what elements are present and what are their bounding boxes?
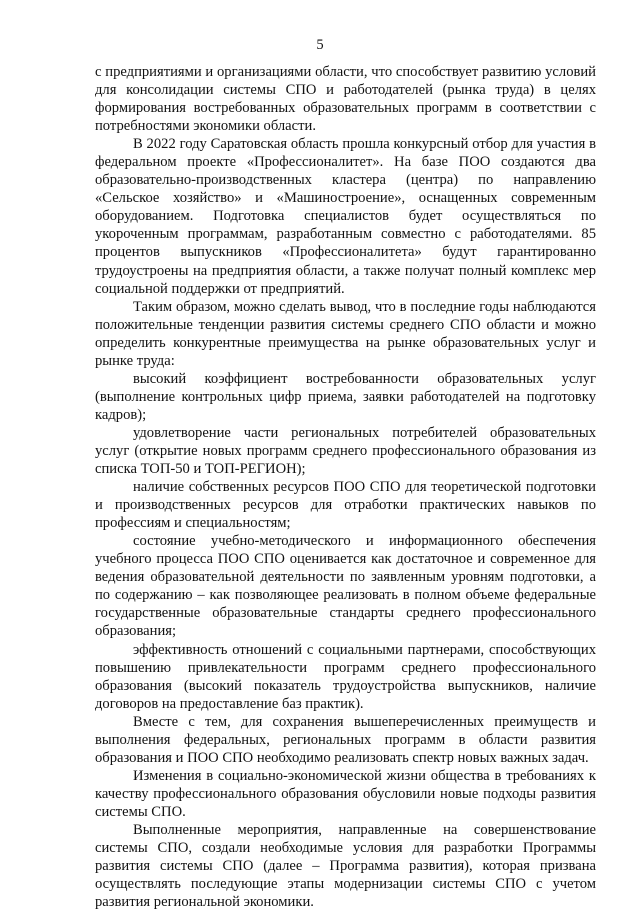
list-item-own-resources: наличие собственных ресурсов ПОО СПО для теоретической подготовки и производственных ресурсов для отработки практических навыков по профессиям и специальностям;: [95, 479, 596, 532]
paragraph-professionalitet: В 2022 году Саратовская область прошла конкурсный отбор для участия в федеральном проекте «Профессионалитет». На базе ПОО создаются два образовательно-производственных кластера (центра) по направлению «Сельское хозяйство» и «Машиностроение», оснащенных современным оборудованием. Подготовка специалистов будет осуществляться по укороченным программам, разработанным совместно с работодателями. 85 процентов выпускников «Профессионалитета» будут гарантированно трудоустроены на предприятия области, а также получат полный комплекс мер социальной поддержки от предприятий.: [95, 136, 596, 297]
list-item-methodological-support: состояние учебно-методического и информационного обеспечения учебного процесса ПОО СПО оценивается как достаточное и современное для ведения образовательной деятельности по заявленным уровням подготовки, а по содержанию – как позволяющее реализовать в полном объеме федеральные государственные образовательные стандарты среднего профессионального образования;: [95, 533, 596, 640]
paragraph-changes: Изменения в социально-экономической жизни общества в требованиях к качеству профессионального образования обусловили новые подходы развития системы СПО.: [95, 767, 596, 820]
paragraph-continuation: с предприятиями и организациями области, что способствует развитию условий для консолидации системы СПО и работодателей (рынка труда) в целях формирования востребованных образовательных программ в соответствии с потребностями экономики области.: [95, 64, 596, 135]
list-item-social-partners: эффективность отношений с социальными партнерами, способствующих повышению привлекательности программ среднего профессионального образования (высокий показатель трудоустройства выпускников, наличие договоров на предоставление баз практик).: [95, 641, 596, 712]
list-item-regional-consumers: удовлетворение части региональных потребителей образовательных услуг (открытие новых программ среднего профессионального образования из списка ТОП-50 и ТОП-РЕГИОН);: [95, 424, 596, 478]
paragraph-new-tasks: Вместе с тем, для сохранения вышеперечисленных преимуществ и выполнения федеральных, региональных программ в области развития образования и ПОО СПО необходимо реализовать спектр новых важных задач.: [95, 713, 596, 766]
paragraph-conclusion: Таким образом, можно сделать вывод, что в последние годы наблюдаются положительные тенденции развития системы среднего СПО области и можно определить конкурентные преимущества на рынке образовательных услуг и рынке труда:: [95, 298, 596, 369]
page-number: 5: [316, 37, 324, 53]
body-text: [95, 63, 596, 911]
paragraph-program-development: Выполненные мероприятия, направленные на совершенствование системы СПО, создали необходимые условия для разработки Программы развития системы СПО (далее – Программа развития), которая призвана осуществлять последующие этапы модернизации системы СПО с учетом развития региональной экономики.: [95, 821, 596, 911]
list-item-demand-coefficient: высокий коэффициент востребованности образовательных услуг (выполнение контрольных цифр приема, заявки работодателей на подготовку кадров);: [95, 370, 596, 423]
